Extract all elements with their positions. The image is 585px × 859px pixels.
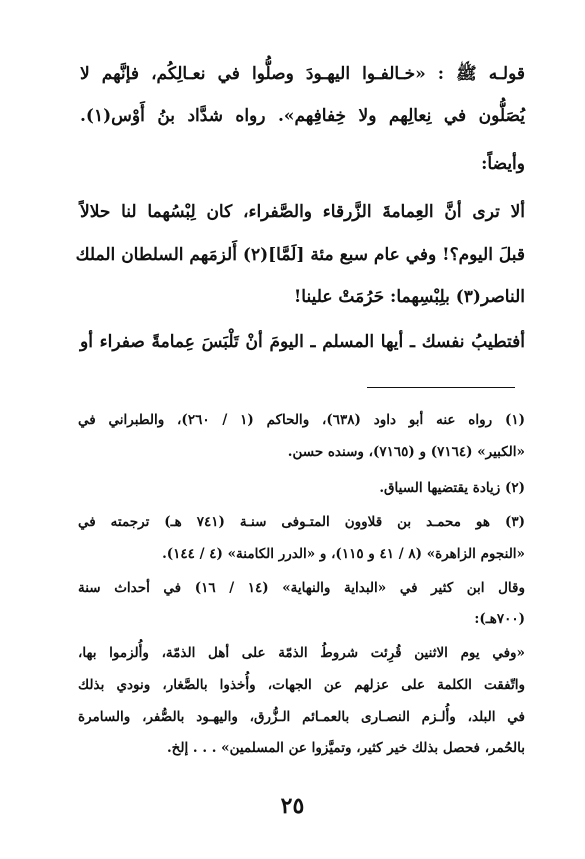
footnote-line-1: (١) رواه عنه أبو داود (٦٣٨)، والحاكم (١ / ٢٦٠)، والطبراني في (78, 412, 525, 428)
footnote-line-7: (٧٠٠هـ): (474, 611, 525, 627)
footnote-line-4: (٣) هو محمـد بن قلاوون المتـوفى سنـة (٧٤١ هـ) ترجمته في (78, 514, 526, 530)
body-line-3: وأيضاً: (481, 154, 525, 174)
body-line-6: الناصر(٣) بلِبْسِهما: حَرُمَتْ علينا! (293, 287, 525, 307)
footnote-line-10: في البلد، وأُلـزم النصـارى بالعمـائم الـزُّرق، واليهـود بالصُّفر، والسامرة (78, 709, 525, 725)
body-line-4: ألا ترى أنَّ العِمامةَ الزَّرقاء والصَّفراء، كان لِبْسُهما لنا حلالاً (80, 202, 525, 222)
body-line-5: قبلَ اليوم؟! وفي عام سبع مئة [لَمَّا](٢) أَلزمَهم السلطان الملك (75, 245, 525, 265)
body-line-1: قولـه ﷺ : «خـالفـوا اليهـودَ وصلُّوا في نعـالِكُم، فإنَّهم لا (80, 64, 525, 84)
footnote-line-5: «النجوم الزاهرة» (٨ / ٤١ و ١١٥)، و «الدرر الكامنة» (٤ / ١٤٤). (162, 546, 525, 562)
page-number: ٢٥ (280, 793, 305, 819)
footnote-line-9: واتّفقت الكلمة على عزلهم عن الجهات، وأُخذوا بالصَّغار، ونودي بذلك (78, 677, 525, 693)
footnote-line-2: «الكبير» (٧١٦٤) و (٧١٦٥)، وسنده حسن. (287, 444, 525, 460)
footnote-separator (367, 387, 515, 388)
footnote-line-8: «وفي يوم الاثنين قُرِئت شروطُ الذمّة على أهل الذمّة، وأُلزموا بها، (78, 645, 525, 661)
footnote-line-3: (٢) زيادة يقتضيها السياق. (379, 480, 525, 496)
body-line-7: أفتطيبُ نفسك ـ أيها المسلم ـ اليومَ أنْ تَلْبَسَ عِمامةً صفراء أو (80, 332, 525, 352)
body-line-2: يُصَلُّون في نِعالِهم ولا خِفافِهم». رواه شدَّاد بنُ أَوْس(١). (80, 106, 525, 126)
footnote-line-11: بالحُمر، فحصل بذلك خير كثير، وتميَّزوا عن المسلمين» . . . إلخ. (166, 740, 525, 756)
footnote-line-6: وقال ابن كثير في «البداية والنهاية» (١٤ / ١٦) في أحداث سنة (78, 580, 525, 596)
